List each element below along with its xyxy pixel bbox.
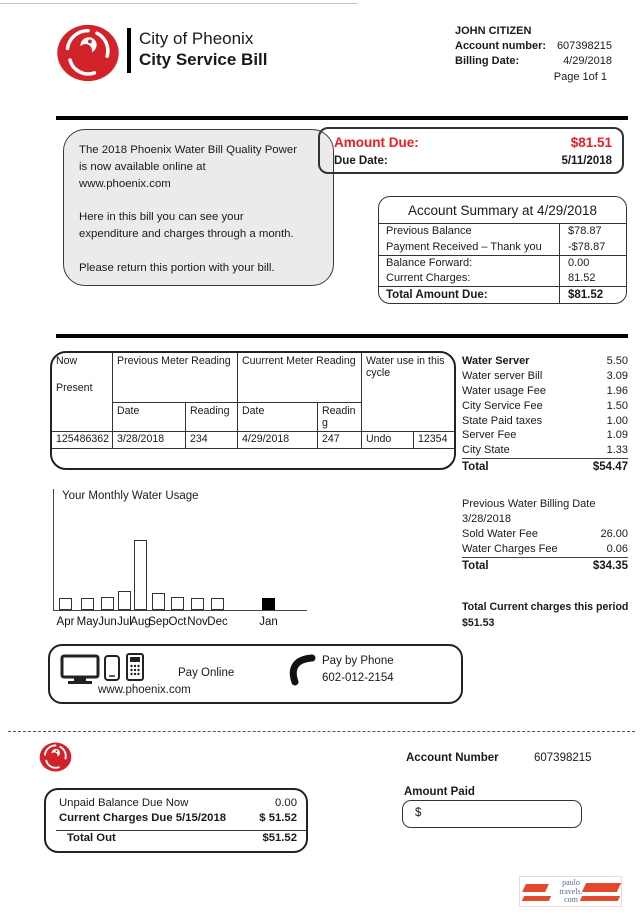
summary-value: 0.00 [559,256,626,271]
charge-row [462,428,628,443]
usage-chart-title: Your Monthly Water Usage [62,490,199,502]
remittance-summary-box [44,788,308,853]
charge-value: 0.06 [606,542,628,555]
summary-row [379,240,626,256]
curr-reading-header: Readin g [318,403,362,432]
prev-date-cell: 3/28/2018 [113,432,186,449]
document-title: City Service Bill [139,50,268,69]
charge-label: Server Fee [462,429,517,442]
prev-reading-header: Reading [186,403,238,432]
due-date-row [334,155,612,167]
summary-row [379,255,626,271]
summary-value: 81.52 [559,271,626,287]
stub-label: Current Charges Due 5/15/2018 [59,812,227,824]
keypad-phone-icon [126,653,144,681]
account-number-value: 607398215 [556,40,612,52]
current-meter-group-header: Cuurrent Meter Reading [238,353,362,403]
usage-bar-aug [134,540,147,610]
usage-chart-plot [53,489,307,628]
summary-label: Current Charges: [386,271,471,284]
phone-handset-icon [288,654,318,686]
notice-line: The 2018 Phoenix Water Bill Quality Power [79,144,298,156]
charge-label: Sold Water Fee [462,527,539,540]
summary-label: Balance Forward: [386,257,473,269]
usage-bar-dec [211,598,224,610]
amount-paid-field[interactable] [402,800,582,828]
stub-value: 0.00 [275,797,297,809]
account-summary-box [378,196,627,304]
usage-month-label: Jun [98,616,117,628]
charge-label: Water Server [462,355,530,367]
summary-label: Previous Balance [386,225,472,237]
stub-row [59,797,297,809]
amount-due-label: Amount Due: [334,135,419,150]
billing-date-value: 4/29/2018 [563,55,612,67]
summary-value: $78.87 [559,224,626,240]
previous-billing-date: 3/28/2018 [462,512,511,525]
usage-month-label: Dec [207,616,228,628]
summary-total-value: $81.52 [559,287,626,303]
charges-total-value: $54.47 [592,461,628,474]
section-rule-middle [56,334,628,338]
charge-value: 1.50 [606,399,628,412]
charge-value: 1.09 [606,429,628,442]
curr-reading-cell: 247 [318,432,362,449]
perforation-dashed-line [8,731,635,732]
curr-date-header: Date [238,403,318,432]
meter-col-now-present [52,353,113,432]
scan-artifact-line [0,3,358,4]
charge-value: 1.00 [606,414,628,427]
notice-line: expenditure and charges through a month. [79,227,294,240]
charge-value: 1.33 [606,444,628,457]
account-summary-title: Account Summary at 4/29/2018 [379,197,626,224]
charge-label: City Service Fee [462,399,543,412]
billing-date-row [455,55,612,67]
org-name: City of Pheonix [139,29,254,48]
stub-row [59,812,297,824]
charge-value: 3.09 [606,369,628,382]
summary-total-label: Total Amount Due: [386,289,488,301]
watermark-line: com [564,895,578,905]
previous-meter-group-header: Previous Meter Reading [113,353,238,403]
summary-value: -$78.87 [559,240,626,256]
notice-line [79,192,325,209]
usage-bar-nov [191,598,204,610]
usage-bar-apr [59,598,72,610]
charge-label: Water Charges Fee [462,542,558,555]
charge-value: 26.00 [600,527,628,540]
pay-online-website: www.phoenix.com [98,684,191,696]
summary-row [379,224,626,240]
usage-bar-jan [262,598,275,610]
current-period-total [462,599,628,631]
charge-row [462,399,628,414]
charge-label: City State [462,444,510,457]
usage-month-label: Nov [187,616,208,628]
usage-bar-jul [118,591,131,610]
water-use-group-header: Water use in this cycle [362,353,457,432]
usage-value-cell: 12354 [414,432,457,449]
account-number-label: Account number: [455,40,547,52]
pay-by-phone-number: 602-012-2154 [322,672,394,684]
current-period-label: Total Current charges this period [462,601,629,613]
usage-month-label: Oct [168,616,187,628]
stub-total-label: Total Out [67,832,116,844]
notice-line [79,243,325,260]
previous-billing-total-row [462,557,628,573]
watermark-stripe [522,884,549,892]
summary-row [379,271,626,287]
billing-date-label: Billing Date: [455,55,520,67]
meter-reading-table [50,351,456,470]
stub-label: Unpaid Balance Due Now [59,797,189,809]
customer-name: JOHN CITIZEN [455,25,532,37]
previous-billing-list [462,497,628,573]
watermark-line: paulo [562,878,580,887]
meter-present-label: Present [56,382,93,394]
usage-month-label: Aug [130,616,151,628]
usage-bar-oct [171,597,184,610]
stub-account-number-value: 607398215 [534,752,592,764]
charge-value: 1.96 [606,384,628,397]
usage-bar-sep [152,593,165,610]
charge-row [462,369,628,384]
smartphone-icon [104,655,120,681]
section-rule-top [56,116,628,120]
charge-value: 5.50 [606,355,628,367]
pay-online-label: Pay Online [178,667,235,679]
charge-row [462,527,628,542]
prev-reading-cell: 234 [186,432,238,449]
stub-total-value: $51.52 [262,832,297,844]
phoenix-logo-icon [56,24,120,82]
monitor-icon [60,654,100,684]
amount-due-box [318,127,624,174]
pay-by-phone-label: Pay by Phone [322,655,394,667]
usage-bar-jun [101,597,114,610]
meter-id-cell: 125486362 [52,432,113,449]
notice-line: www.phoenix.com [79,177,171,190]
amount-due-row [334,135,612,150]
usage-month-label: Jul [117,616,132,628]
usage-month-label: May [76,616,99,628]
amount-due-value: $81.51 [570,135,612,150]
summary-total-row [379,286,626,303]
payment-options-box [48,644,463,704]
amount-paid-label: Amount Paid [404,786,475,798]
previous-billing-heading: Previous Water Billing Date [462,498,596,510]
page-indicator: Page 1of 1 [553,71,607,83]
water-charges-list [462,354,628,474]
stub-total-divider [56,830,306,831]
usage-bar-may [81,598,94,610]
previous-billing-total-label: Total [462,559,489,572]
account-number-row [455,40,612,52]
watermark-text [546,879,596,905]
prev-date-header: Date [113,403,186,432]
charge-row [462,354,628,369]
stub-total-row [59,832,297,844]
charge-label: Water usage Fee [462,384,546,397]
notice-line: Here in this bill you can see your [79,211,244,224]
charge-row [462,542,628,557]
usage-label-cell: Undo [362,432,414,449]
paulo-travels-watermark [519,876,622,907]
charges-total-row [462,458,628,474]
curr-date-cell: 4/29/2018 [238,432,318,449]
watermark-line: travels. [559,886,583,896]
charge-row [462,384,628,399]
due-date-value: 5/11/2018 [561,155,612,167]
meter-now-label: Now [56,355,78,367]
charge-label: Water server Bill [462,369,543,382]
previous-billing-total-value: $34.35 [592,559,628,572]
brand-divider-bar [127,28,131,73]
due-date-label: Due Date: [334,155,388,167]
summary-label: Payment Received – Thank you [386,240,542,253]
currency-symbol: $ [415,807,422,819]
charge-label: State Paid taxes [462,414,543,427]
current-period-value: $51.53 [462,617,495,629]
phoenix-logo-small-icon [39,742,72,772]
charges-total-label: Total [462,461,489,474]
notice-line: is now available online at [79,160,206,173]
usage-month-label: Apr [56,616,75,628]
stub-account-number-label: Account Number [406,752,499,764]
charge-row [462,414,628,429]
usage-month-label: Sep [148,616,169,628]
charge-row [462,443,628,458]
stub-value: $ 51.52 [259,812,297,824]
notice-box [63,129,334,286]
usage-month-label: Jan [259,616,278,628]
notice-line: Please return this portion with your bill. [79,261,275,274]
